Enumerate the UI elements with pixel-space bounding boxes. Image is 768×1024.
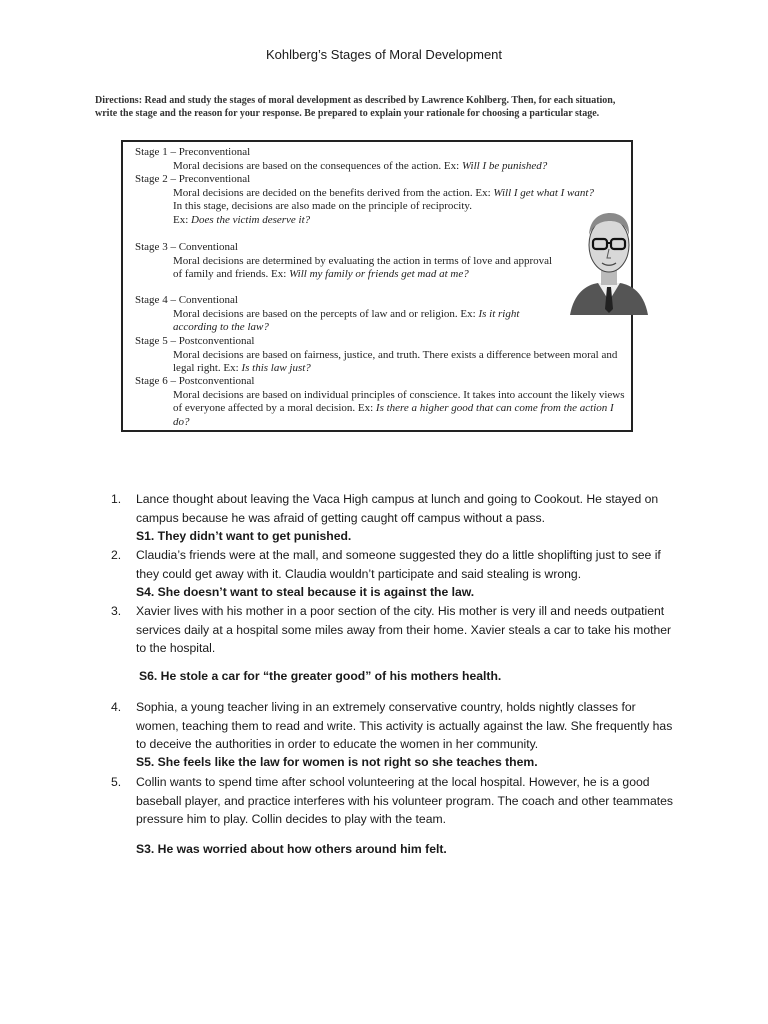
directions-text: Directions: Read and study the stages of moral development as described by Lawrence Kohlberg. Then, for each situation, write the stage and the reason for your response. Be prepared to explain your rationale for choosing a particular stage.	[95, 95, 616, 119]
question-text: Lance thought about leaving the Vaca High campus at lunch and going to Cookout. He stayed on campus because he was afraid of getting caught off campus without a pass.	[136, 492, 659, 525]
stages-box	[121, 140, 633, 432]
question-4: 4. Sophia, a young teacher living in an extremely conservative country, holds nightly classes for women, teaching them to read and write. This activity is actually against the law. She frequently has to deceive the authorities in order to educate the women in her community.	[111, 698, 681, 754]
stage-3	[135, 241, 555, 282]
stage-description: Moral decisions are based on fairness, justice, and truth. There exists a difference between moral and legal right. Ex: Is this law just?	[173, 348, 618, 375]
question-2: 2. Claudia’s friends were at the mall, and someone suggested they do a little shoplifting just to see if they could get away with it. Claudia wouldn’t participate and said stealing is wrong.	[111, 546, 681, 583]
stage-example: Is this law just?	[241, 362, 311, 375]
stage-heading: Stage 6 – Postconventional	[135, 375, 255, 387]
stage-example: Will my family or friends get mad at me?	[289, 268, 469, 281]
question-text: Xavier lives with his mother in a poor section of the city. His mother is very ill and needs outpatient services daily at a hospital some miles away from their home. Xavier steals a car to take his mother to the hospital.	[136, 604, 672, 656]
stage-extra: In this stage, decisions are also made on the principle of reciprocity. Ex: Does the victim deserve it?	[173, 200, 472, 226]
question-5: 5. Collin wants to spend time after school volunteering at the local hospital. However, he is a good baseball player, and practice interferes with his volunteer program. The coach and other teammates pressure him to play. Collin decides to play with the team.	[111, 773, 681, 829]
question-1: 1. Lance thought about leaving the Vaca High campus at lunch and going to Cookout. He stayed on campus because he was afraid of getting caught off campus without a pass.	[111, 490, 681, 527]
question-text: Sophia, a young teacher living in an extremely conservative country, holds nightly classes for women, teaching them to read and write. This activity is actually against the law. She frequently has to deceive the authorities in order to educate the women in her community.	[136, 700, 673, 752]
stage-5	[135, 335, 630, 376]
stage-description: Moral decisions are based on the consequences of the action. Ex: Will I be punished?	[173, 159, 548, 172]
question-3: 3. Xavier lives with his mother in a poor section of the city. His mother is very ill and needs outpatient services daily at a hospital some miles away from their home. Xavier steals a car to take his mother to the hospital.	[111, 602, 681, 658]
answer-5: S3. He was worried about how others around him felt.	[136, 842, 447, 856]
stage-heading: Stage 3 – Conventional	[135, 241, 238, 253]
stage-description: Moral decisions are decided on the benefits derived from the action. Ex: Will I get what I want?	[173, 186, 594, 199]
stage-description: Moral decisions are determined by evaluating the action in terms of love and approval of family and friends. Ex: Will my family or friends get mad at me?	[173, 254, 553, 281]
stage-description: Moral decisions are based on individual principles of conscience. It takes into account the likely views of everyone affected by a moral decision. Ex: Is there a higher good that can come from the action I do?	[173, 388, 625, 428]
stage-6	[135, 375, 630, 429]
stage-example: Will I get what I want?	[493, 186, 594, 199]
question-text: Claudia’s friends were at the mall, and someone suggested they do a little shoplifting just to see if they could get away with it. Claudia wouldn’t participate and said stealing is wrong.	[136, 548, 661, 581]
stage-description: Moral decisions are based on the percepts of law and or religion. Ex: Is it right according to the law?	[173, 307, 520, 334]
answer-1: S1. They didn’t want to get punished.	[136, 529, 352, 543]
stage-heading: Stage 4 – Conventional	[135, 294, 238, 306]
stage-2	[135, 173, 625, 227]
stage-heading: Stage 1 – Preconventional	[135, 146, 251, 158]
stage-heading: Stage 2 – Preconventional	[135, 173, 251, 185]
answer-3: S6. He stole a car for “the greater good” of his mothers health.	[139, 669, 502, 683]
stage-example: Is it right according to the law?	[173, 307, 520, 334]
page-title: Kohlberg’s Stages of Moral Development	[265, 47, 503, 62]
stage-1	[135, 146, 625, 173]
stage-heading: Stage 5 – Postconventional	[135, 335, 255, 347]
stage-example: Will I be punished?	[461, 159, 548, 172]
question-text: Collin wants to spend time after school volunteering at the local hospital. However, he is a good baseball player, and practice interferes with his volunteer program. The coach and other teammates pressure him to play. Collin decides to play with the team.	[136, 775, 673, 827]
stage-4	[135, 294, 555, 335]
answer-2: S4. She doesn’t want to steal because it is against the law.	[136, 585, 475, 599]
stages-scan	[95, 95, 640, 439]
stage-example: Is there a higher good that can come from the action I do?	[173, 402, 614, 428]
kohlberg-portrait	[568, 205, 650, 315]
answer-4: S5. She feels like the law for women is not right so she teaches them.	[136, 755, 538, 769]
